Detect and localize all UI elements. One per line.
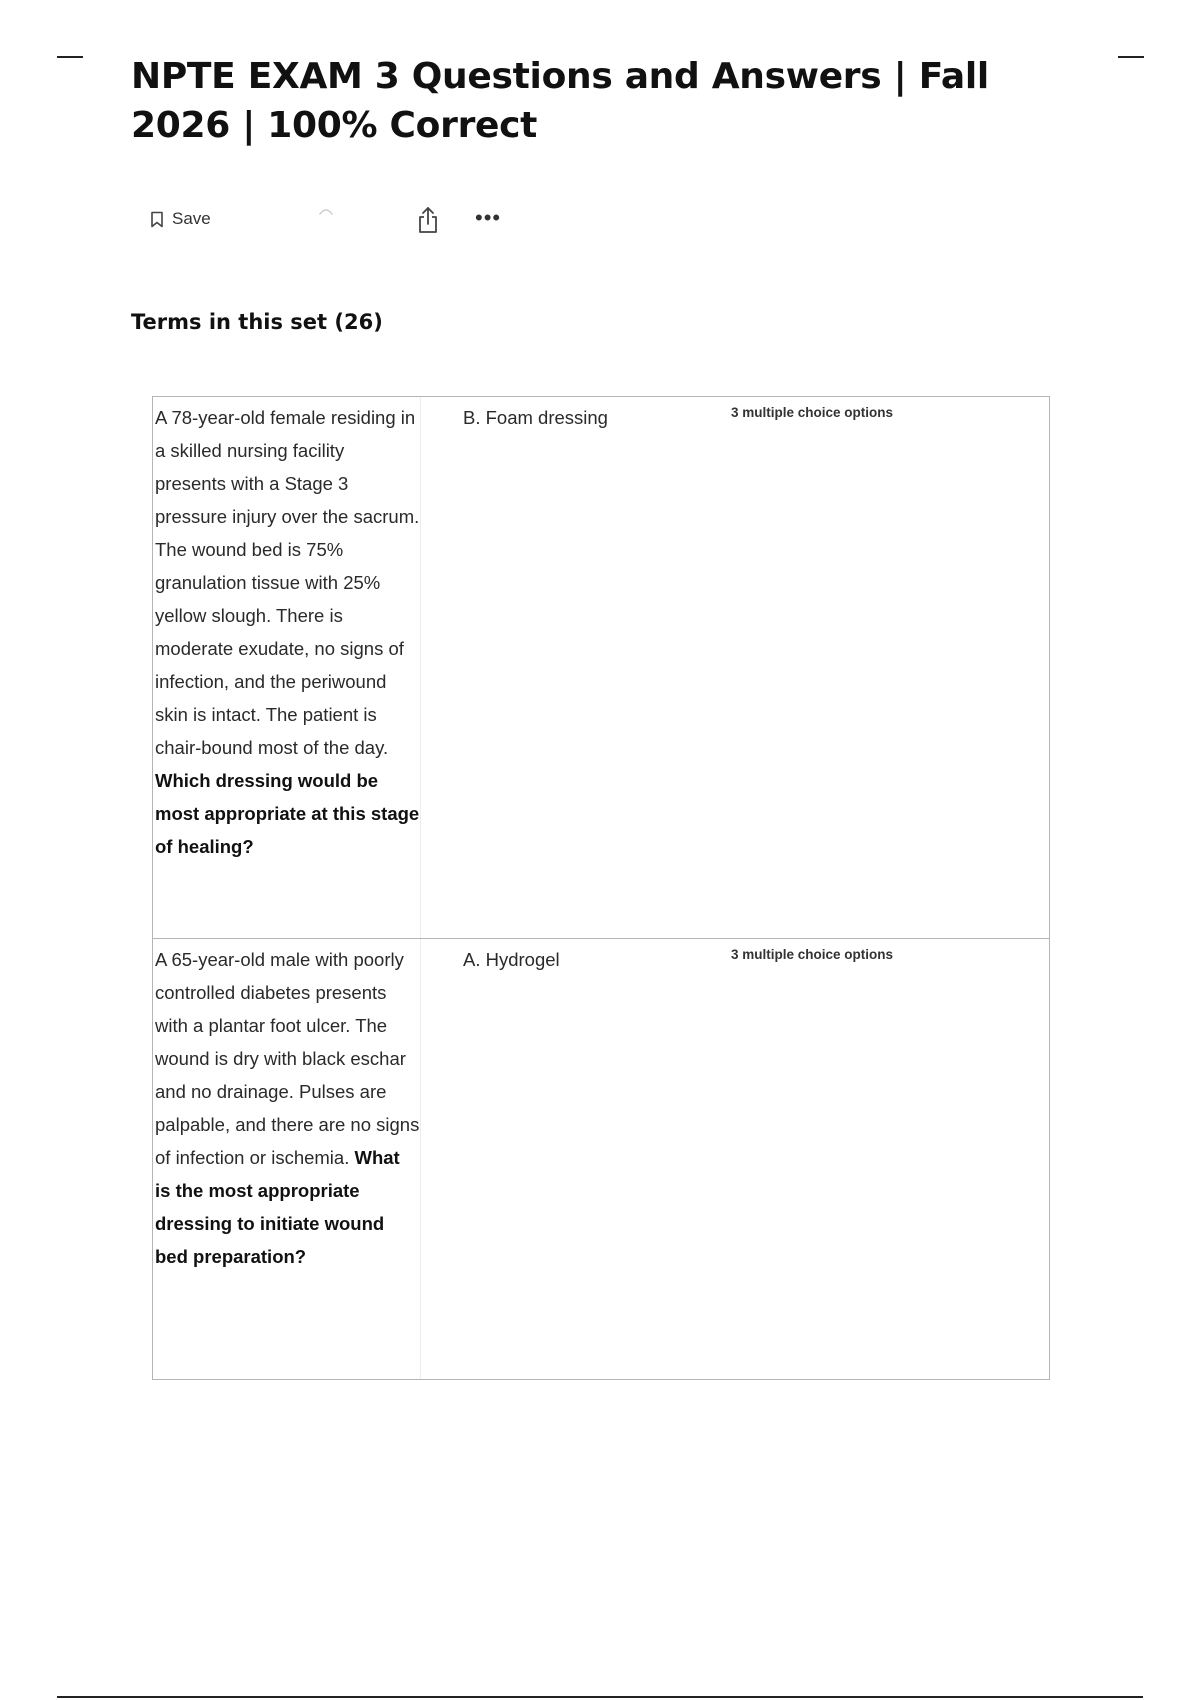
term-description: A 78-year-old female residing in a skilled nursing facility presents with a Stage 3 pressure injury over the sacrum. The wound bed is 75% granulation tissue with 25% yellow slough. There is moderate exudate, no signs of infection, and the periwound skin is intact. The patient is chair-bound most of the day. — [155, 407, 420, 758]
bookmark-icon — [150, 211, 164, 228]
term-question: What is the most appropriate dressing to initiate wound bed preparation? — [155, 1147, 400, 1267]
definition-text: A. Hydrogel — [463, 949, 560, 970]
page-bottom-rule — [57, 1696, 1143, 1698]
action-toolbar — [150, 205, 550, 239]
share-button[interactable] — [415, 205, 441, 240]
multiple-choice-options-label: 3 multiple choice options — [731, 405, 894, 420]
term-row[interactable] — [153, 397, 1049, 938]
term-question: Which dressing would be most appropriate at this stage of healing? — [155, 770, 420, 857]
save-button[interactable] — [150, 209, 211, 229]
corner-dash-right — [1118, 56, 1144, 58]
definition-text: B. Foam dressing — [463, 407, 608, 428]
more-options-button[interactable]: ••• — [475, 205, 502, 230]
term-text — [153, 397, 421, 938]
term-text — [153, 939, 421, 1379]
term-description: A 65-year-old male with poorly controlled diabetes presents with a plantar foot ulcer. The wound is dry with black eschar and no drainage. Pulses are palpable, and there are no signs of infection or ischemia. — [155, 949, 420, 1168]
save-label: Save — [172, 209, 211, 228]
corner-dash-left — [57, 56, 83, 58]
page-title: NPTE EXAM 3 Questions and Answers | Fall 2026 | 100% Correct — [131, 56, 989, 146]
term-row[interactable] — [153, 938, 1049, 1379]
terms-table — [152, 396, 1050, 1380]
loading-spinner-icon — [315, 205, 337, 224]
share-icon — [415, 205, 441, 235]
terms-heading: Terms in this set (26) — [131, 310, 383, 334]
multiple-choice-options-label: 3 multiple choice options — [731, 947, 894, 962]
